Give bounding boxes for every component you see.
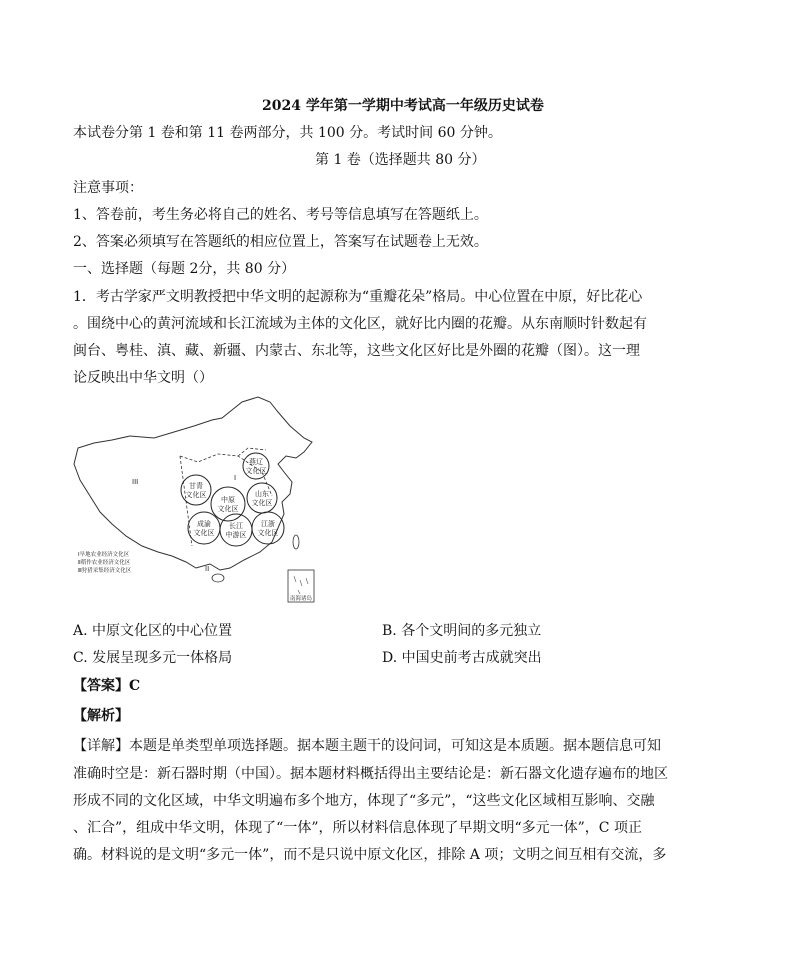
svg-text:山东: 山东 — [255, 490, 269, 498]
roman-three: III — [132, 478, 139, 486]
question-line: 闽台、粤桂、滇、藏、新疆、内蒙古、东北等，这些文化区好比是外圈的花瓣（图）。这一理 — [73, 343, 640, 359]
svg-text:文化区: 文化区 — [217, 505, 239, 513]
svg-text:Ⅰ旱地农业经济文化区: Ⅰ旱地农业经济文化区 — [78, 552, 130, 558]
analysis-line: 准确时空是：新石器时期（中国）。据本题材料概括得出主要结论是：新石器文化遗存遍布的地区 — [73, 766, 668, 782]
svg-text:南海诸岛: 南海诸岛 — [289, 596, 313, 602]
roman-one: I — [234, 474, 237, 482]
svg-text:文化区: 文化区 — [251, 499, 273, 507]
roman-two: II — [205, 565, 210, 573]
analysis-line: 、汇合”，组成中华文明，体现了“一体”，所以材料信息体现了早期文明“多元一体”，C 项正 — [73, 820, 642, 836]
svg-text:江浙: 江浙 — [261, 520, 275, 528]
map-legend — [78, 550, 132, 574]
svg-text:燕辽: 燕辽 — [249, 458, 263, 466]
notes-heading: 注意事项： — [73, 180, 143, 196]
analysis-line: 确。材料说的是文明“多元一体”，而不是只说中原文化区，排除 A 项；文明之间互相有交流，多 — [73, 847, 667, 863]
exam-title: 2024 学年第一学期中考试高一年级历史试卷 — [262, 98, 544, 114]
svg-text:文化区: 文化区 — [193, 529, 215, 537]
analysis-heading: 【解析】 — [73, 708, 129, 724]
volume-heading: 第 1 卷（选择题共 80 分） — [315, 152, 486, 168]
svg-text:长江: 长江 — [229, 522, 243, 530]
china-culture-map — [72, 396, 334, 606]
question-line: 论反映出中华文明（） — [73, 370, 213, 386]
svg-text:甘青: 甘青 — [189, 482, 203, 490]
svg-text:成渝: 成渝 — [197, 520, 211, 528]
svg-text:文化区: 文化区 — [245, 467, 267, 475]
question-line: 1．考古学家严文明教授把中华文明的起源称为“重瓣花朵”格局。中心位置在中原，好比花心 — [73, 289, 643, 305]
svg-text:Ⅱ稻作农业经济文化区: Ⅱ稻作农业经济文化区 — [78, 560, 131, 566]
exam-intro: 本试卷分第 1 卷和第 11 卷两部分，共 100 分。考试时间 60 分钟。 — [73, 125, 502, 141]
option-b: B. 各个文明间的多元独立 — [382, 623, 542, 639]
note-item: 2、答案必须填写在答题纸的相应位置上，答案写在试题卷上无效。 — [73, 234, 488, 250]
svg-text:文化区: 文化区 — [185, 491, 207, 499]
svg-text:中游区: 中游区 — [225, 531, 247, 539]
question-line: 。围绕中心的黄河流域和长江流域为主体的文化区，就好比内圈的花瓣。从东南顺时针数起有 — [73, 316, 647, 332]
analysis-line: 【详解】本题是单类型单项选择题。据本题主题干的设问词，可知这是本质题。据本题信息可知 — [73, 738, 661, 754]
svg-text:中原: 中原 — [221, 496, 235, 504]
svg-text:Ⅲ狩猎采集经济文化区: Ⅲ狩猎采集经济文化区 — [78, 568, 132, 574]
answer-label: 【答案】C — [73, 678, 141, 694]
option-d: D. 中国史前考古成就突出 — [382, 650, 542, 666]
note-item: 1、答卷前，考生务必将自己的姓名、考号等信息填写在答题纸上。 — [73, 207, 488, 223]
section-heading: 一、选择题（每题 2分，共 80 分） — [73, 261, 296, 277]
option-c: C. 发展呈现多元一体格局 — [73, 650, 233, 666]
analysis-line: 形成不同的文化区域，中华文明遍布多个地方，体现了“多元”，“这些文化区域相互影响、交融 — [73, 793, 655, 809]
south-china-sea-inset — [288, 570, 314, 602]
svg-text:文化区: 文化区 — [257, 529, 279, 537]
option-a: A. 中原文化区的中心位置 — [73, 623, 233, 639]
